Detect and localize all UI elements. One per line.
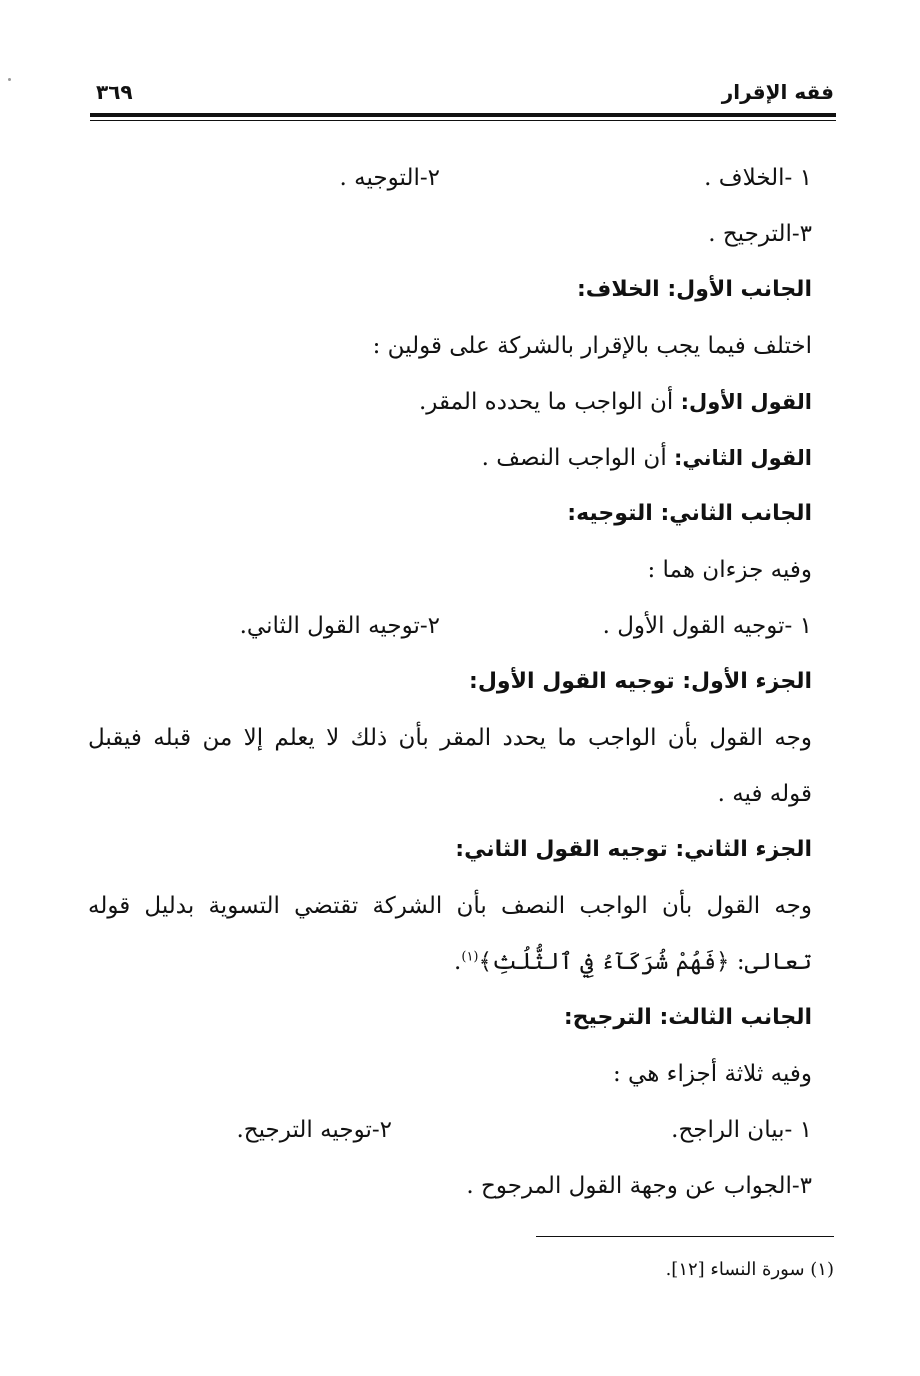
section3-part-2: ٢-توجيه الترجيح. (236, 1117, 392, 1143)
section3-intro: وفيه ثلاثة أجزاء هي : (612, 1061, 812, 1087)
outline-item-3: ٣-الترجيح . (708, 221, 812, 247)
opinion-2-text: أن الواجب النصف . (481, 445, 675, 471)
section2-intro: وفيه جزءان هما : (647, 557, 812, 583)
page-body (88, 150, 812, 1214)
quran-verse: ﴿فَهُمْ شُرَكَآءُ فِي ٱلثُّلُثِ﴾ (478, 949, 730, 975)
section2-heading: الجانب الثاني: التوجيه: (567, 501, 812, 526)
outline-row-1 (88, 150, 812, 206)
opinion-1 (88, 374, 812, 430)
section1-heading: الجانب الأول: الخلاف: (577, 277, 812, 302)
sub2-text-line-1: وجه القول بأن الواجب النصف بأن الشركة تقتضي التسوية بدليل قوله (88, 893, 812, 919)
sub1-heading: الجزء الأول: توجيه القول الأول: (469, 669, 812, 694)
section2-part-2: ٢-توجيه القول الثاني. (239, 613, 440, 639)
opinion-1-label: القول الأول: (680, 390, 812, 414)
footnote-separator (536, 1236, 834, 1237)
section1-intro: اختلف فيما يجب بالإقرار بالشركة على قولين : (372, 333, 812, 359)
sub1-text-line-2: قوله فيه . (717, 781, 812, 807)
section3-parts-row (88, 1102, 812, 1158)
header-rule-thick (90, 113, 836, 117)
opinion-2 (88, 430, 812, 486)
page-header (90, 78, 834, 118)
outline-item-1: ١ -الخلاف . (704, 165, 812, 191)
sub1-text-line-1: وجه القول بأن الواجب ما يحدد المقر بأن ذلك لا يعلم إلا من قبله فيقبل (88, 725, 812, 751)
page-number: ٣٦٩ (96, 80, 133, 104)
outline-item-2: ٢-التوجيه . (339, 165, 440, 191)
section3-heading: الجانب الثالث: الترجيح: (563, 1005, 812, 1030)
section3-part-1: ١ -بيان الراجح. (671, 1117, 812, 1143)
sub2-text-line-2 (88, 934, 812, 990)
outline-row-2 (88, 206, 812, 262)
sub2-end: . (454, 949, 462, 975)
header-rule-thin (90, 120, 836, 121)
scan-speck (8, 78, 11, 81)
section3-part-3: ٣-الجواب عن وجهة القول المرجوح . (466, 1173, 812, 1199)
opinion-1-text: أن الواجب ما يحدده المقر. (419, 389, 681, 415)
sub2-prefix: تعالى: (729, 949, 812, 975)
section2-parts-row (88, 598, 812, 654)
footnote-ref: (١) (461, 949, 479, 965)
opinion-2-label: القول الثاني: (674, 446, 812, 470)
sub2-heading: الجزء الثاني: توجيه القول الثاني: (455, 837, 812, 862)
running-head: فقه الإقرار (721, 80, 834, 104)
footnote: (١) سورة النساء [١٢]. (665, 1259, 834, 1280)
section2-part-1: ١ -توجيه القول الأول . (602, 613, 812, 639)
